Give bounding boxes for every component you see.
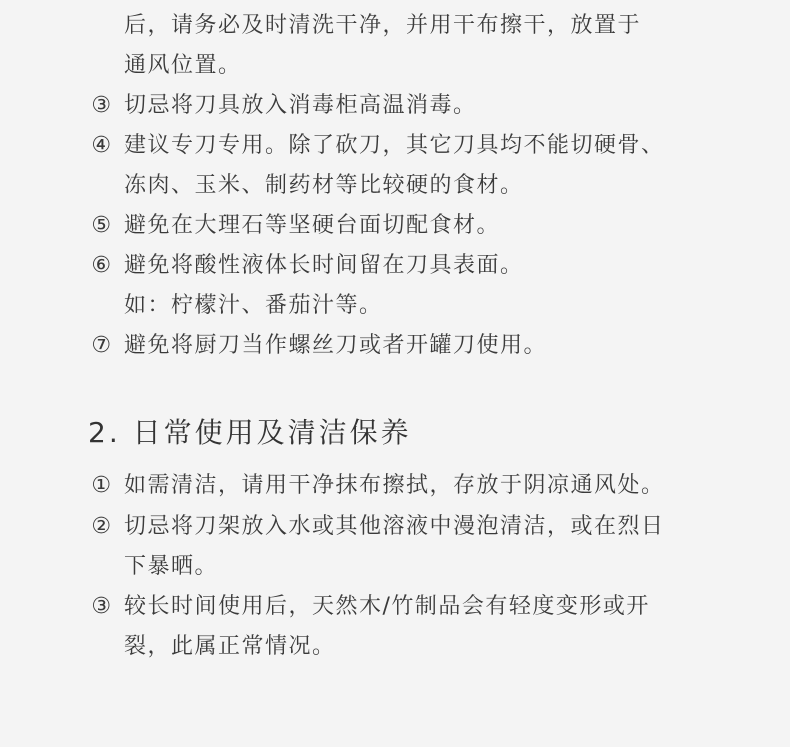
item-number: ④: [91, 133, 113, 158]
section-heading: 2. 日常使用及清洁保养: [88, 416, 412, 449]
item-text: 下暴晒。: [124, 554, 219, 579]
item-number: ③: [91, 93, 113, 118]
item-text: 如：柠檬汁、番茄汁等。: [124, 293, 383, 318]
item-text: 冻肉、玉米、制药材等比较硬的食材。: [124, 173, 524, 198]
item-text: 裂，此属正常情况。: [124, 634, 336, 659]
item-number: ③: [91, 594, 113, 619]
item-number: ⑥: [91, 253, 113, 278]
item-text: 避免将厨刀当作螺丝刀或者开罐刀使用。: [124, 333, 548, 358]
item-text: 后，请务必及时清洗干净，并用干布擦干，放置于: [124, 13, 642, 38]
item-text: 切忌将刀具放入消毒柜高温消毒。: [124, 93, 477, 118]
item-number: ①: [91, 473, 113, 498]
item-text: 建议专刀专用。除了砍刀，其它刀具均不能切硬骨、: [124, 133, 665, 158]
item-text: 如需清洁，请用干净抹布擦拭，存放于阴凉通风处。: [124, 473, 665, 498]
item-text: 避免在大理石等坚硬台面切配食材。: [124, 213, 501, 238]
item-number: ⑦: [91, 333, 113, 358]
item-text: 切忌将刀架放入水或其他溶液中漫泡清洁，或在烈日: [124, 514, 665, 539]
item-number: ⑤: [91, 213, 113, 238]
item-text: 避免将酸性液体长时间留在刀具表面。: [124, 253, 524, 278]
item-text: 通风位置。: [124, 53, 242, 78]
item-number: ②: [91, 514, 113, 539]
item-text: 较长时间使用后，天然木/竹制品会有轻度变形或开: [124, 594, 650, 619]
